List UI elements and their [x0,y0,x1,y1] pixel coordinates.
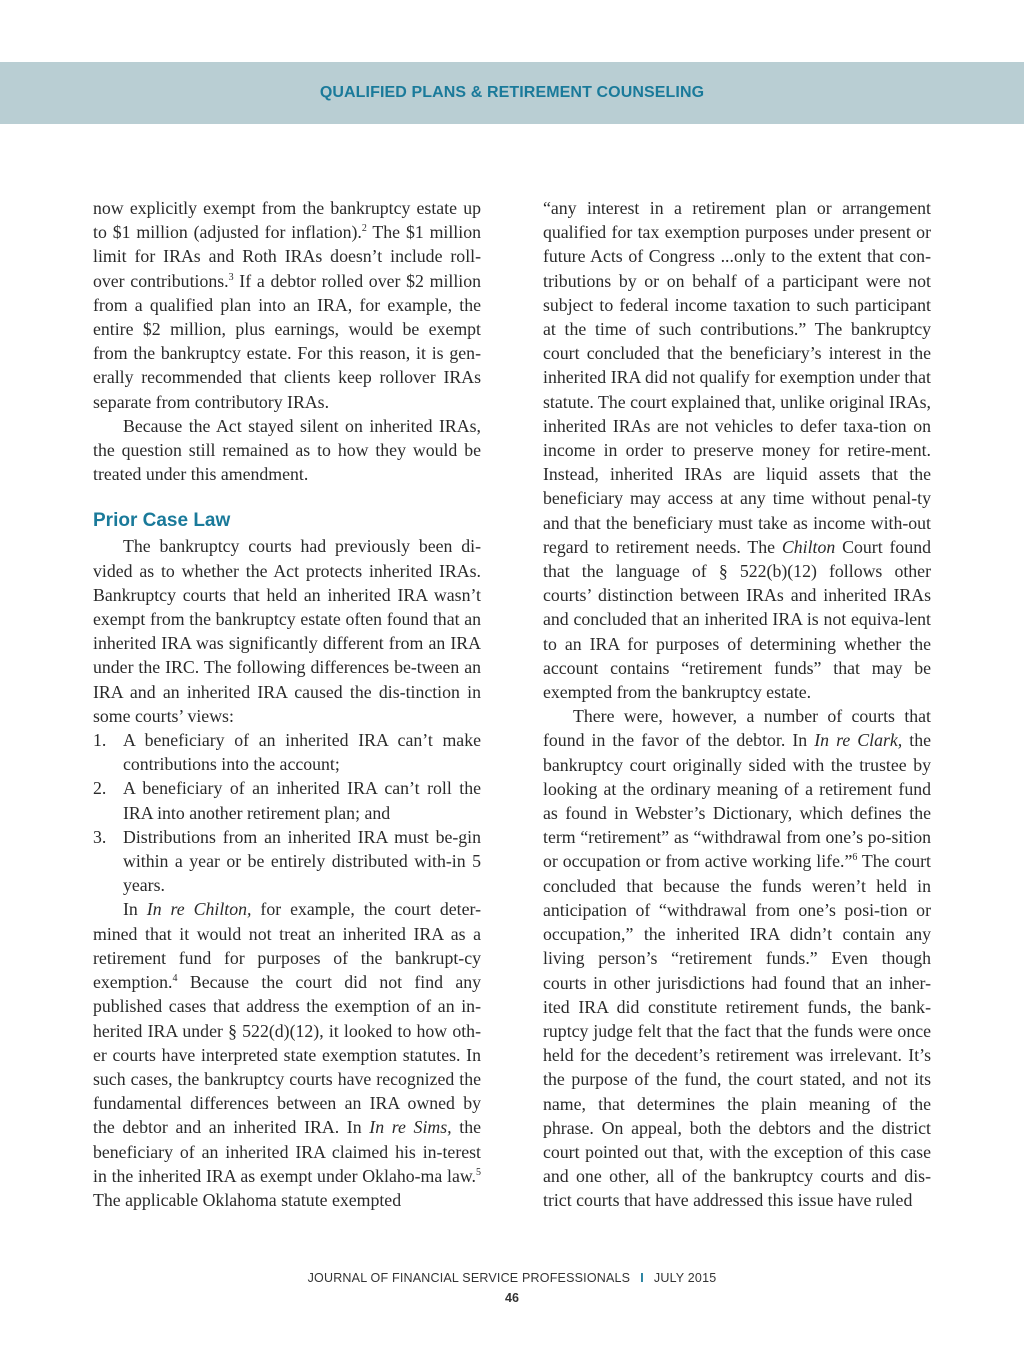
paragraph: In In re Chilton, for example, the court deter-mined that it would not treat an inherited IRA as a retirement fund for purposes of the bankrupt-cy exemption.$^4$ Because the court did not find any published cases that address the exemption of an in-herited IRA under § 522(d)(12), it looked to how oth-er courts have interpreted state exemption statutes. In such cases, the bankruptcy courts have recognized the fundamental differences between an IRA owned by the debtor and an inherited IRA. In In re Sims, the beneficiary of an inherited IRA claimed his in-terest in the inherited IRA as exempt under Oklaho-ma law.$^5$ The applicable Oklahoma statute exempted [93,899,481,1210]
list-item [93,825,481,898]
issue-date: JULY 2015 [653,1271,717,1285]
left-column [93,196,481,1212]
list-item [93,776,481,824]
paragraph: The bankruptcy courts had previously been di-vided as to whether the Act protects inherited IRAs. Bankruptcy courts that held an inherited IRA wasn’t exempt from the bankruptcy estate often found that an inherited IRA was significantly different from an IRA under the IRC. The following differences be-tween an IRA and an inherited IRA caused the dis-tinction in some courts’ views: [93,536,481,726]
page-number: 46 [505,1291,519,1305]
list-number: 2. [93,778,107,799]
case-name: Chilton [781,536,836,557]
case-name: In re Clark, [814,730,903,751]
section-banner [0,62,1024,124]
footer-separator: I [640,1271,644,1285]
list-text: A beneficiary of an inherited IRA can’t roll the IRA into another retirement plan; and [123,778,481,823]
footnote-ref: 2 [361,223,367,235]
differences-list [93,728,481,897]
section-heading: Prior Case Law [93,510,231,532]
right-column [543,196,931,1213]
journal-name: JOURNAL OF FINANCIAL SERVICE PROFESSIONALS [307,1271,631,1285]
page-footer [0,1271,1024,1285]
paragraph: Because the Act stayed silent on inherited IRAs, the question still remained as to how they would be treated under this amendment. [93,415,481,485]
paragraph: “any interest in a retirement plan or arrangement qualified for tax exemption purposes under present or future Acts of Congress ...only to the extent that con-tributions by or on behalf of a participant were not subject to federal income taxation to such participant at the time of such contributions.” The bankruptcy court concluded that the beneficiary’s interest in the inherited IRA did not qualify for exemption under that statute. The court explained that, unlike original IRAs, inherited IRAs are not vehicles to defer taxa-tion on income in order to preserve money for retire-ment. Instead, inherited IRAs are liquid assets that the beneficiary may access at any time without penal-ty and that the beneficiary must take as income with-out regard to retirement needs. The Chilton Court found that the language of § 522(b)(12) follows other courts’ distinction between IRAs and inherited IRAs and concluded that an inherited IRA is not equiva-lent to an IRA for purposes of determining whether the account contains “retirement funds” that may be exempted from the bankruptcy estate. [543,198,931,703]
list-text: A beneficiary of an inherited IRA can’t make contributions into the account; [123,730,481,775]
list-number: 3. [93,826,107,847]
footnote-ref: 4 [172,973,178,985]
footnote-ref: 3 [228,271,234,283]
footnote-ref: 6 [852,852,858,864]
case-name: In re Chilton, [146,899,252,920]
case-name: In re Sims, [369,1117,452,1138]
footnote-ref: 5 [476,1166,481,1178]
list-text: Distributions from an inherited IRA must be-gin within a year or be entirely distributed with-in 5 years. [123,826,481,896]
list-number: 1. [93,730,107,751]
section-title: QUALIFIED PLANS & RETIREMENT COUNSELING [319,84,705,101]
list-item [93,728,481,776]
paragraph: now explicitly exempt from the bankruptcy estate up to $1 million (adjusted for inflation).$^2$ The $1 million limit for IRAs and Roth IRAs doesn’t include roll-over contributions.$^3$ If a debtor rolled over $2 million from a qualified plan into an IRA, for example, the entire $2 million, plus earnings, would be exempt from the bankruptcy estate. For this reason, it is gen-erally recommended that clients keep rollover IRAs separate from contributory IRAs. [93,198,481,412]
paragraph: There were, however, a number of courts that found in the favor of the debtor. In In re Clark, the bankruptcy court originally sided with the trustee by looking at the ordinary meaning of a retirement fund as found in Webster’s Dictionary, which defines the term “retirement” as “withdrawal from one’s po-sition or occupation or from active working life.”$^6$ The court concluded that because the funds weren’t held in anticipation of “withdrawal from one’s posi-tion or occupation,” the inherited IRA didn’t contain any living person’s “retirement funds.” Even though courts in other jurisdictions had found that an inher-ited IRA did constitute retirement funds, the bank-ruptcy judge felt that the fact that the funds were once held for the decedent’s retirement was irrelevant. It’s the purpose of the fund, the court stated, and not its name, that determines the plain meaning of the phrase. On appeal, both the debtors and the district court pointed out that, with the exception of this case and one other, all of the bankruptcy courts and dis-trict courts that have addressed this issue have ruled [543,706,931,1211]
